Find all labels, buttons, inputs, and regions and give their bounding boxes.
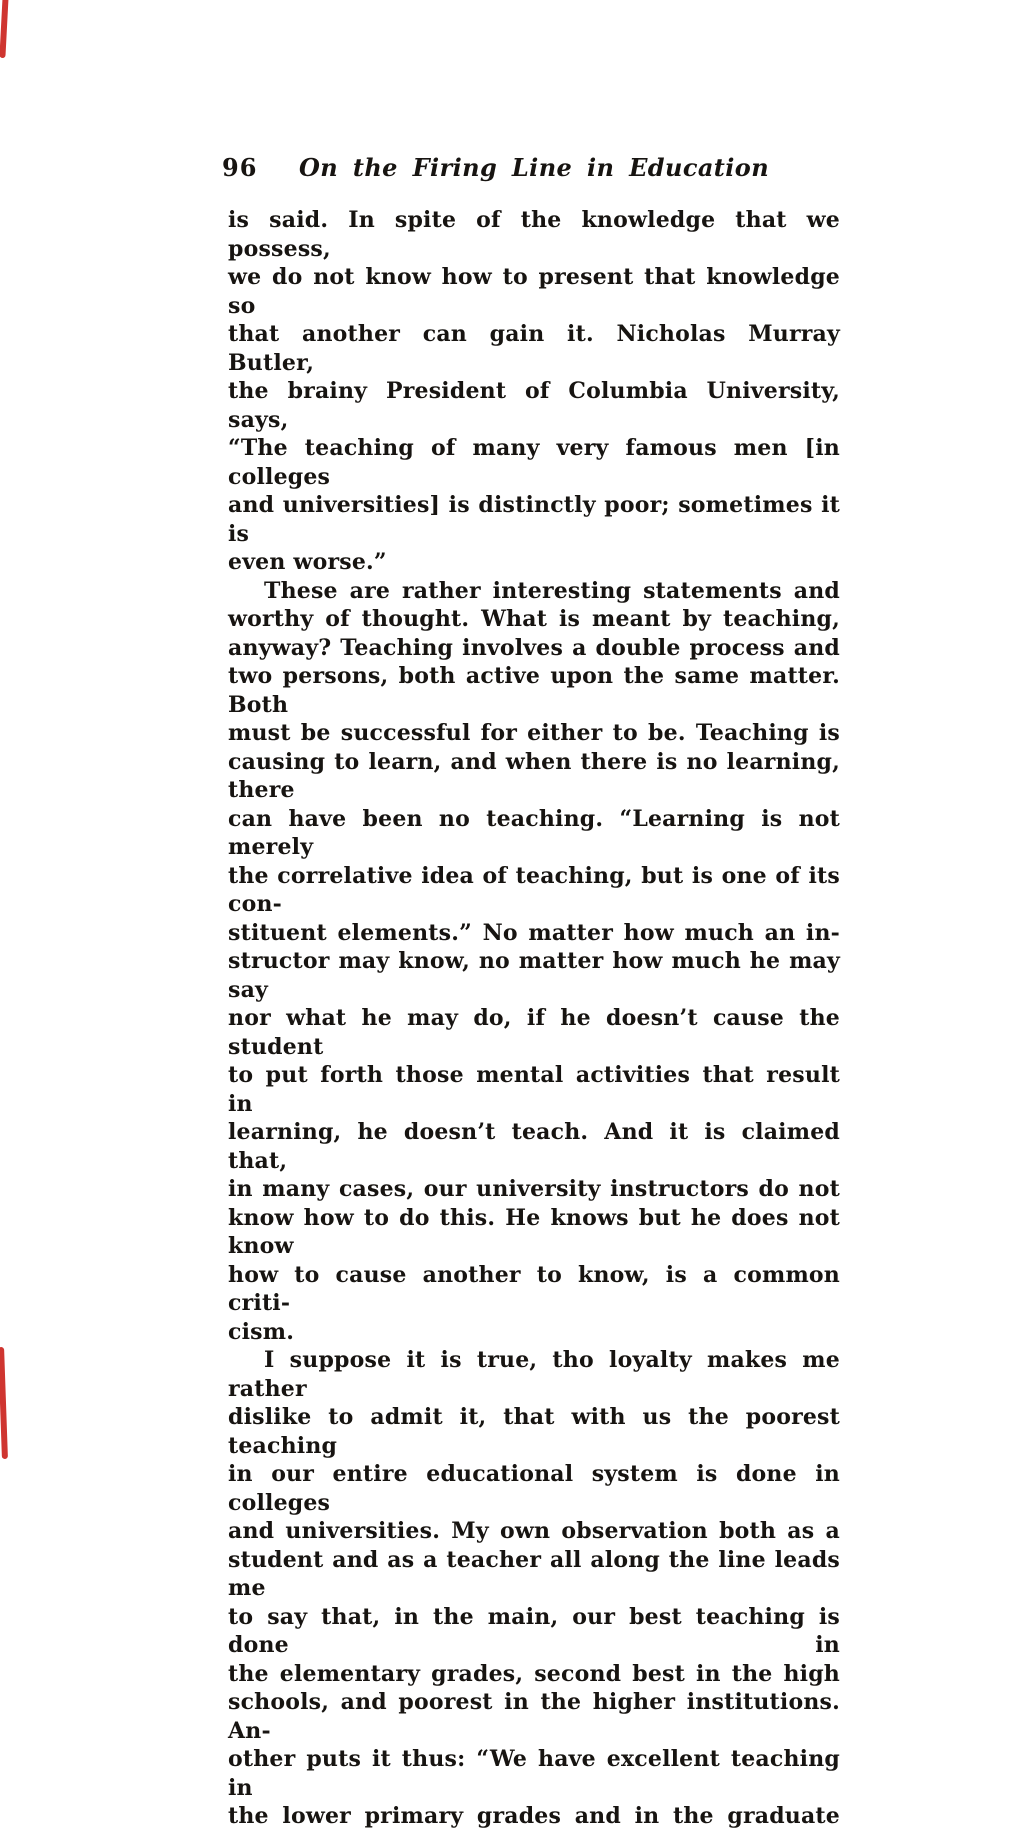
text-line: that another can gain it. Nicholas Murray Butler, bbox=[228, 321, 840, 376]
text-line: I suppose it is true, tho loyalty makes me rather bbox=[228, 1347, 840, 1402]
text-line: These are rather interesting statements and bbox=[264, 577, 840, 604]
text-line: know how to do this. He knows but he does not know bbox=[228, 1204, 840, 1259]
text-line: in our entire educational system is done in colleges bbox=[228, 1461, 840, 1516]
running-head bbox=[222, 153, 840, 185]
page-number: 96 bbox=[222, 153, 258, 182]
text-line: can have been no teaching. “Learning is not merely bbox=[228, 805, 840, 860]
text-line: the brainy President of Columbia University, says, bbox=[228, 378, 840, 433]
text-line: how to cause another to know, is a common criti- bbox=[228, 1261, 840, 1316]
text-line: the elementary grades, second best in the high bbox=[228, 1660, 840, 1687]
text-line: and universities] is distinctly poor; sometimes it is bbox=[228, 492, 840, 547]
text-line: causing to learn, and when there is no learning, there bbox=[228, 748, 840, 803]
running-title: On the Firing Line in Education bbox=[298, 153, 770, 182]
text-line: schools, and poorest in the higher institutions. An- bbox=[228, 1689, 840, 1744]
text-line: structor may know, no matter how much he may say bbox=[228, 948, 840, 1003]
text-line: and universities. My own observation both as a bbox=[228, 1518, 840, 1544]
text-line: other puts it thus: “We have excellent teaching in bbox=[228, 1746, 840, 1801]
text-line: dislike to admit it, that with us the poorest teaching bbox=[228, 1404, 840, 1459]
page-body bbox=[228, 206, 840, 1831]
red-pen-scan-mark-top-left bbox=[0, 0, 9, 58]
text-line: student and as a teacher all along the line leads me bbox=[228, 1546, 840, 1601]
text-line: “The teaching of many very famous men [in colleges bbox=[228, 435, 840, 490]
text-line: anyway? Teaching involves a double process and bbox=[228, 634, 840, 661]
text-line: is said. In spite of the knowledge that we possess, bbox=[228, 207, 840, 262]
text-line: we do not know how to present that knowledge so bbox=[228, 264, 840, 319]
text-line: learning, he doesn’t teach. And it is claimed that, bbox=[228, 1119, 840, 1174]
text-line: two persons, both active upon the same matter. Both bbox=[228, 663, 840, 718]
text-line: to put forth those mental activities that result in bbox=[228, 1062, 840, 1117]
text-line: cism. bbox=[228, 1318, 295, 1345]
text-line: the correlative idea of teaching, but is one of its con- bbox=[228, 862, 840, 917]
text-line: must be successful for either to be. Teaching is bbox=[228, 720, 840, 746]
text-line: the lower primary grades and in the graduate bbox=[228, 1803, 840, 1829]
text-line: even worse.” bbox=[228, 549, 387, 575]
text-line: in many cases, our university instructors do not bbox=[228, 1176, 840, 1202]
text-line: nor what he may do, if he doesn’t cause the student bbox=[228, 1005, 840, 1060]
text-line: stituent elements.” No matter how much an in- bbox=[228, 919, 840, 946]
text-line: worthy of thought. What is meant by teaching, bbox=[228, 606, 840, 632]
text-line: to say that, in the main, our best teaching is done in bbox=[228, 1603, 840, 1658]
red-pen-scan-mark-bottom-left bbox=[0, 1347, 8, 1459]
